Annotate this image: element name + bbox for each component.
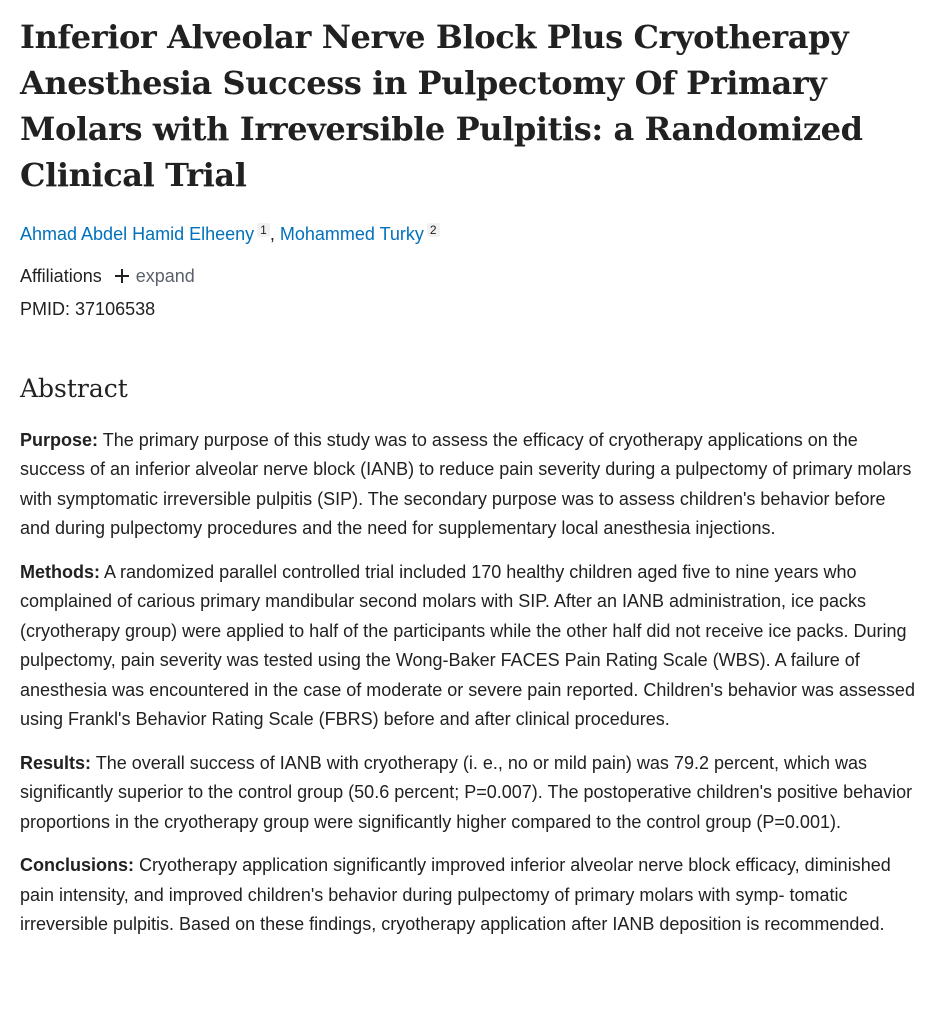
abstract-section-results	[20, 749, 915, 838]
affiliation-ref-1[interactable]: 1	[257, 223, 270, 237]
authors-list	[20, 222, 919, 246]
section-label: Results:	[20, 752, 92, 773]
section-text: Cryotherapy application significantly improved inferior alveolar nerve block efficacy, diminished pain intensity, and improved children's behavior during pulpectomy of primary molars with symp- tomatic irreversible pulpitis. Based on these findings, cryotherapy application after IANB deposition is recommended.	[20, 855, 891, 935]
affiliations-expand-button[interactable]	[114, 264, 195, 288]
affiliation-ref-2[interactable]: 2	[427, 223, 440, 237]
section-label: Methods:	[20, 561, 100, 582]
author-link-1[interactable]: Ahmad Abdel Hamid Elheeny	[20, 224, 255, 244]
section-text: The primary purpose of this study was to assess the efficacy of cryotherapy applications on the success of an inferior alveolar nerve block (IANB) to reduce pain severity during a pulpectomy of primary molars with symptomatic irreversible pulpitis (SIP). The secondary purpose was to assess children's behavior before and during pulpectomy procedures and the need for supplementary local anesthesia injections.	[20, 429, 912, 539]
abstract-section-purpose	[20, 426, 915, 544]
section-text: The overall success of IANB with cryotherapy (i. e., no or mild pain) was 79.2 percent, which was significantly superior to the control group (50.6 percent; P=0.007). The postoperative children's positive behavior proportions in the cryotherapy group were significantly higher compared to the control group (P=0.001).	[20, 752, 913, 832]
abstract-section-conclusions	[20, 851, 915, 940]
pmid-value: 37106538	[75, 299, 156, 319]
pmid-label: PMID:	[20, 299, 71, 319]
section-label: Purpose:	[20, 429, 99, 450]
author-link-2[interactable]: Mohammed Turky	[279, 224, 424, 244]
plus-icon	[114, 268, 130, 284]
section-label: Conclusions:	[20, 855, 135, 876]
affiliations-label: Affiliations	[20, 266, 102, 286]
abstract-section-methods	[20, 558, 915, 735]
expand-label: expand	[135, 266, 195, 286]
author-separator: ,	[269, 224, 275, 244]
section-text: A randomized parallel controlled trial included 170 healthy children aged five to nine years who complained of carious primary mandibular second molars with SIP. After an IANB administration, ice packs (cryotherapy group) were applied to half of the participants while the other half did not receive ice packs. During pulpectomy, pain severity was tested using the Wong-Baker FACES Pain Rating Scale (WBS). A failure of anesthesia was encountered in the case of moderate or severe pain reported. Children's behavior was assessed using Frankl's Behavior Rating Scale (FBRS) before and after clinical procedures.	[20, 561, 915, 730]
pmid-row	[20, 297, 919, 321]
abstract-heading: Abstract	[20, 374, 128, 403]
article-title: Inferior Alveolar Nerve Block Plus Cryotherapy Anesthesia Success in Pulpectomy Of Primary Molars with Irreversible Pulpitis: a Randomized Clinical Trial	[20, 18, 863, 194]
affiliations-row	[20, 264, 919, 288]
abstract-body	[20, 426, 915, 940]
